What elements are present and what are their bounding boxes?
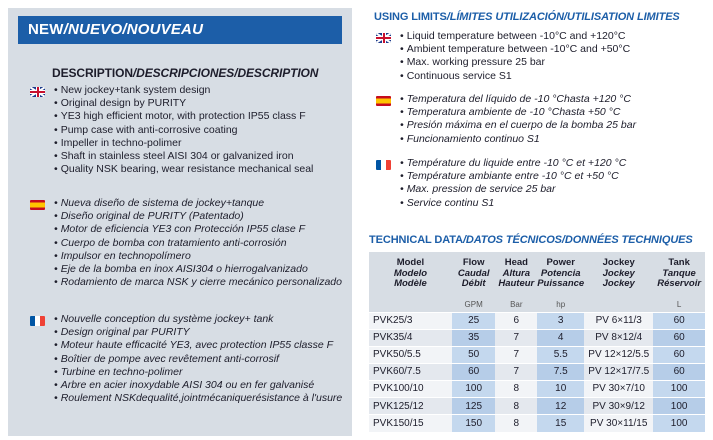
unit-cell: L — [676, 300, 682, 310]
list-item: • Quality NSK bearing, wear resistance mechanical seal — [54, 163, 354, 176]
description-title — [52, 66, 318, 80]
limits-title-sep-2: / — [563, 11, 567, 23]
cell-jockey: PV 30×11/15 — [584, 415, 653, 432]
cell-head: 7 — [495, 329, 537, 346]
cell-power: 3 — [537, 312, 584, 329]
cell-tank: 60 — [653, 346, 705, 363]
france-flag-icon — [30, 316, 45, 326]
list-item: • Nouvelle conception du système jockey+ tank — [54, 313, 354, 326]
desc-title-sep-1: / — [132, 66, 137, 80]
header-head — [495, 252, 537, 298]
description-panel — [8, 8, 352, 436]
list-item: • Ambient temperature between -10°C and +50°C — [400, 43, 700, 56]
limits-title-fr: UTILISATION LIMITES — [566, 11, 680, 23]
list-item: • Rodamiento de marca NSK y cierre mecánico personalizado — [54, 276, 354, 289]
france-flag-icon — [376, 160, 391, 170]
desc-title-es: DESCRIPCIONES — [136, 66, 235, 80]
list-item: • Eje de la bomba en inox AISI304 o hierrogalvanizado — [54, 263, 354, 276]
cell-head: 6 — [495, 312, 537, 329]
cell-tank: 60 — [653, 329, 705, 346]
unit-cell: GPM — [464, 300, 483, 310]
header-en: Power — [546, 257, 575, 268]
cell-flow: 125 — [452, 397, 496, 414]
table-header-row — [369, 252, 705, 298]
list-item: • Pump case with anti-corrosive coating — [54, 124, 354, 137]
list-item: • Arbre en acier inoxydable AISI 304 ou en fer galvanisé — [54, 379, 354, 392]
unit-cell: Bar — [510, 300, 523, 310]
list-item: • Impeller in techno-polimer — [54, 137, 354, 150]
header-es: Altura — [502, 267, 531, 279]
limits-title-es: LÍMITES UTILIZACIÓN — [449, 11, 564, 23]
desc-title-fr: DESCRIPTION — [237, 66, 319, 80]
limits-title-sep-1: / — [446, 11, 450, 23]
desc-title-en: DESCRIPTION — [52, 66, 133, 80]
cell-power: 7.5 — [537, 363, 584, 380]
limits-list-en — [400, 30, 700, 83]
spain-flag-icon — [30, 200, 45, 210]
cell-flow: 35 — [452, 329, 496, 346]
cell-model: PVK150/15 — [369, 415, 452, 432]
list-item: • Liquid temperature between -10°C and +120°C — [400, 30, 700, 43]
list-item: • Nueva diseño de sistema de jockey+tanque — [54, 197, 354, 210]
limits-list-es — [400, 93, 700, 146]
cell-flow: 60 — [452, 363, 496, 380]
header-en: Jockey — [602, 257, 635, 268]
cell-head: 8 — [495, 397, 537, 414]
list-item: • Service continu S1 — [400, 197, 700, 210]
header-power — [537, 252, 584, 298]
header-jockey — [584, 252, 653, 298]
technical-table — [369, 252, 705, 432]
cell-jockey: PV 30×7/10 — [584, 380, 653, 397]
list-item: • Température du liquide entre -10 °C et +120 °C — [400, 157, 700, 170]
list-item: • Impulsor en technopolímero — [54, 250, 354, 263]
header-tank — [653, 252, 705, 298]
list-item: • Diseño original de PURITY (Patentado) — [54, 210, 354, 223]
cell-model: PVK125/12 — [369, 397, 452, 414]
cell-model: PVK60/7.5 — [369, 363, 452, 380]
cell-tank: 100 — [653, 415, 705, 432]
technical-title-es: DATOS TÉCNICOS — [465, 234, 562, 246]
header-en: Model — [396, 257, 425, 268]
description-list-en — [54, 84, 354, 176]
cell-tank: 60 — [653, 363, 705, 380]
table-row — [369, 329, 705, 346]
header-fr: Réservoir — [657, 278, 702, 289]
cell-flow: 50 — [452, 346, 496, 363]
cell-tank: 60 — [653, 312, 705, 329]
data-table — [369, 252, 705, 432]
cell-head: 8 — [495, 415, 537, 432]
description-list-es — [54, 197, 354, 289]
header-en: Head — [504, 257, 528, 268]
header-fr: Hauteur — [498, 278, 535, 289]
description-list-fr — [54, 313, 354, 405]
list-item: • Max. working pressure 25 bar — [400, 56, 700, 69]
banner-sep-1: / — [63, 21, 68, 38]
cell-flow: 25 — [452, 312, 496, 329]
list-item: • Temperatura del líquido de -10 °Chasta +120 °C — [400, 93, 700, 106]
banner-nuevo: NUEVO — [67, 21, 123, 38]
cell-jockey: PV 12×17/7.5 — [584, 363, 653, 380]
header-es: Modelo — [393, 267, 428, 279]
header-es: Jockey — [602, 267, 635, 279]
header-flow — [452, 252, 496, 298]
cell-power: 4 — [537, 329, 584, 346]
banner-nouveau: NOUVEAU — [126, 21, 204, 38]
cell-model: PVK25/3 — [369, 312, 452, 329]
table-units-row — [369, 298, 705, 312]
technical-title-sep-2: / — [561, 234, 565, 246]
cell-tank: 100 — [653, 380, 705, 397]
cell-model: PVK100/10 — [369, 380, 452, 397]
list-item: • Shaft in stainless steel AISI 304 or galvanized iron — [54, 150, 354, 163]
list-item: • Boîtier de pompe avec revêtement anti-corrosif — [54, 353, 354, 366]
header-es: Potencia — [540, 267, 581, 279]
cell-power: 10 — [537, 380, 584, 397]
limits-list-fr — [400, 157, 700, 210]
unit-cell — [369, 298, 452, 312]
uk-flag-icon — [30, 87, 45, 97]
banner-sep-2: / — [122, 21, 127, 38]
list-item: • Cuerpo de bomba con tratamiento anti-corrosión — [54, 237, 354, 250]
cell-jockey: PV 30×9/12 — [584, 397, 653, 414]
header-en: Flow — [462, 257, 485, 268]
cell-head: 8 — [495, 380, 537, 397]
list-item: • Moteur haute efficacité YE3, avec protection IP55 classe F — [54, 339, 354, 352]
cell-model: PVK50/5.5 — [369, 346, 452, 363]
list-item: • Roulement NSKdequalité,jointmécaniquerésistance à l'usure — [54, 392, 354, 405]
list-item: • Design original par PURITY — [54, 326, 354, 339]
uk-flag-icon — [376, 33, 391, 43]
header-fr: Modèle — [394, 278, 427, 289]
list-item: • Original design by PURITY — [54, 97, 354, 110]
list-item: • New jockey+tank system design — [54, 84, 354, 97]
table-row — [369, 312, 705, 329]
header-fr: Jockey — [602, 278, 635, 289]
unit-cell: hp — [556, 300, 566, 310]
cell-power: 15 — [537, 415, 584, 432]
list-item: • Turbine en techno-polimer — [54, 366, 354, 379]
limits-title-en: USING LIMITS — [374, 11, 447, 23]
cell-power: 12 — [537, 397, 584, 414]
technical-title-fr: DONNÉES TECHNIQUES — [564, 234, 693, 246]
header-es: Caudal — [457, 267, 490, 279]
limits-title — [374, 11, 680, 23]
list-item: • Température ambiante entre -10 °C et +50 °C — [400, 170, 700, 183]
cell-tank: 100 — [653, 397, 705, 414]
technical-title — [369, 234, 693, 246]
table-row — [369, 346, 705, 363]
table-row — [369, 415, 705, 432]
list-item: • Max. pression de service 25 bar — [400, 183, 700, 196]
cell-power: 5.5 — [537, 346, 584, 363]
cell-flow: 100 — [452, 380, 496, 397]
table-row — [369, 363, 705, 380]
list-item: • Continuous service S1 — [400, 70, 700, 83]
spain-flag-icon — [376, 96, 391, 106]
new-banner — [18, 16, 342, 44]
table-row — [369, 397, 705, 414]
technical-title-en: TECHNICAL DATA — [369, 234, 463, 246]
list-item: • Presión máxima en el cuerpo de la bomba 25 bar — [400, 119, 700, 132]
header-fr: Puissance — [537, 278, 585, 289]
cell-jockey: PV 12×12/5.5 — [584, 346, 653, 363]
table-row — [369, 380, 705, 397]
list-item: • Temperatura ambiente de -10 °Chasta +50 °C — [400, 106, 700, 119]
desc-title-sep-2: / — [234, 66, 238, 80]
cell-model: PVK35/4 — [369, 329, 452, 346]
header-fr: Débit — [461, 278, 486, 289]
list-item: • Motor de eficiencia YE3 con Protección IP55 clase F — [54, 223, 354, 236]
header-model — [369, 252, 452, 298]
cell-flow: 150 — [452, 415, 496, 432]
technical-title-sep-1: / — [462, 234, 466, 246]
cell-head: 7 — [495, 363, 537, 380]
header-es: Tanque — [662, 267, 696, 279]
cell-jockey: PV 8×12/4 — [584, 329, 653, 346]
cell-head: 7 — [495, 346, 537, 363]
list-item: • YE3 high efficient motor, with protection IP55 class F — [54, 110, 354, 123]
cell-jockey: PV 6×11/3 — [584, 312, 653, 329]
list-item: • Funcionamiento continuo S1 — [400, 133, 700, 146]
unit-cell — [584, 298, 653, 312]
banner-new: NEW — [28, 21, 64, 38]
header-en: Tank — [668, 257, 690, 268]
